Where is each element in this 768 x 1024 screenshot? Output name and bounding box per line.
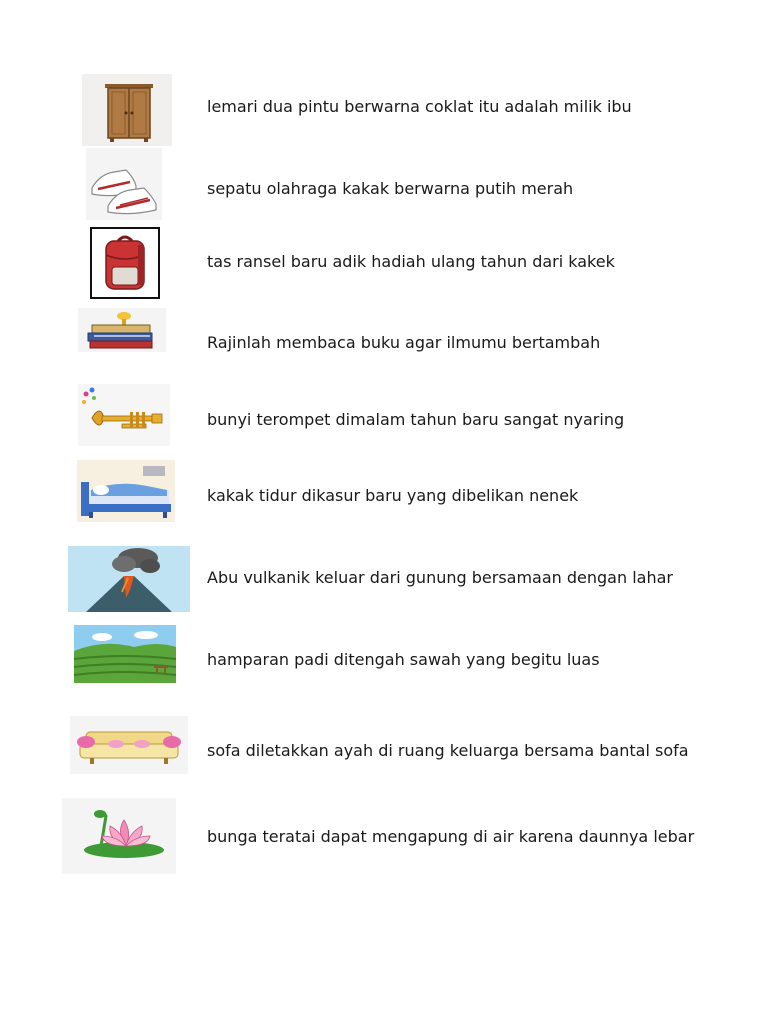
sentence-7: Abu vulkanik keluar dari gunung bersamaan dengan lahar: [207, 568, 673, 587]
sentence-9: sofa diletakkan ayah di ruang keluarga bersama bantal sofa: [207, 741, 689, 760]
rice-field-icon: [74, 625, 176, 683]
sofa-icon: [70, 716, 188, 774]
bed-icon: [77, 460, 175, 522]
sneakers-icon: [86, 148, 162, 220]
sentence-10: bunga teratai dapat mengapung di air karena daunnya lebar: [207, 827, 695, 846]
sentence-5: bunyi terompet dimalam tahun baru sangat nyaring: [207, 410, 625, 429]
sentence-1: lemari dua pintu berwarna coklat itu adalah milik ibu: [207, 97, 632, 116]
sentence-2: sepatu olahraga kakak berwarna putih merah: [207, 179, 574, 198]
wardrobe-icon: [82, 74, 172, 146]
backpack-icon: [90, 227, 160, 299]
sentence-8: hamparan padi ditengah sawah yang begitu luas: [207, 650, 600, 669]
volcano-icon: [68, 546, 190, 612]
books-icon: [78, 308, 166, 352]
sentence-6: kakak tidur dikasur baru yang dibelikan nenek: [207, 486, 579, 505]
sentence-3: tas ransel baru adik hadiah ulang tahun dari kakek: [207, 252, 615, 271]
lotus-icon: [62, 798, 176, 874]
trumpet-icon: [78, 384, 170, 446]
sentence-4: Rajinlah membaca buku agar ilmumu bertambah: [207, 333, 601, 352]
